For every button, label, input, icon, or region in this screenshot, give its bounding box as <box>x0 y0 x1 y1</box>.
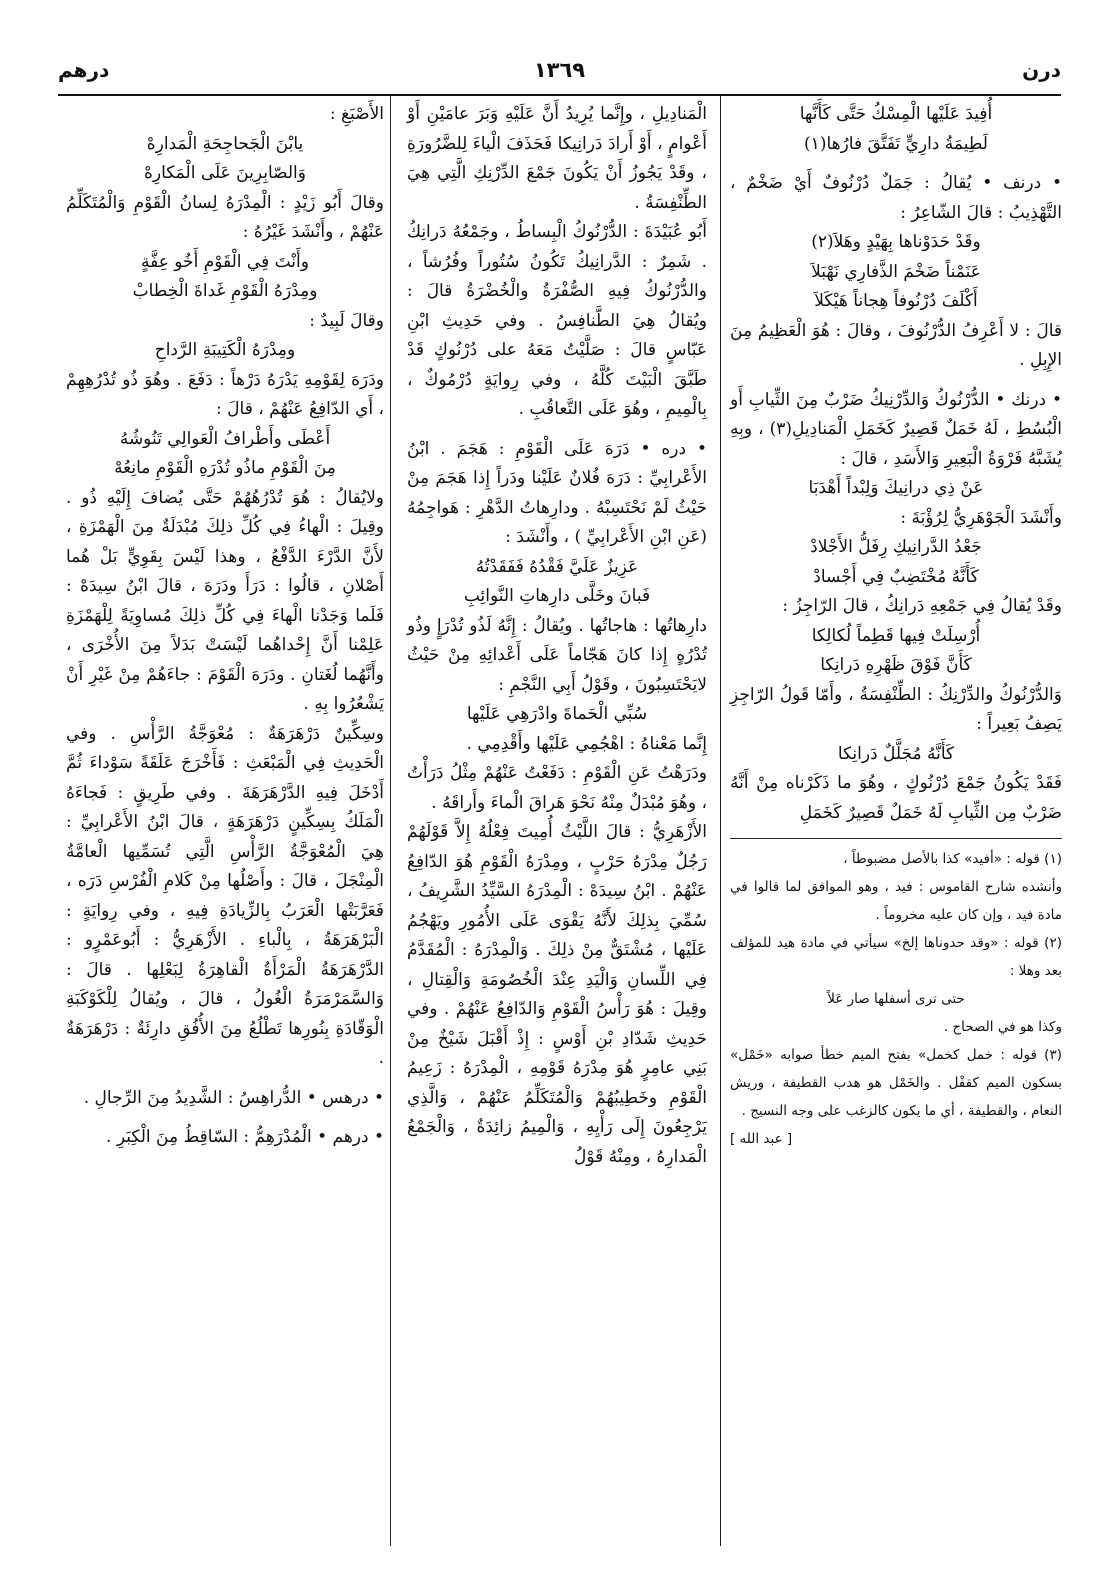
column-divider-left <box>390 96 391 1546</box>
paragraph: وسِكِّينٌ دَرْهَرَهَةٌ : مُعْوَجَّةُ الرَّأْسِ . وفي الْحَدِيثِ فِي الْمَبْعَثِ : فَأَخْرَجَ عَلَقَةً سَوْداءَ ثُمَّ أَدْخَلَ فِيهِ الدَّرْهَرَهَةَ . وفي طَرِيقٍ : فَجاءَهُ الْمَلَكُ بِسِكِّينٍ دَرْهَرَهَةٍ ، قالَ ابْنُ الأَعْرابِيِّ : هِيَ الْمُعْوَجَّةُ الرَّأْسِ الَّتِي تُسَمِّيها الْعامَّةُ الْمِنْجَلَ ، قالَ : وأَصْلُها مِنْ كَلامِ الْفُرْسِ دَرَه ، فَعَرَّبَتْها الْعَرَبُ بِالزِّيادَةِ فِيهِ ، وفي رِوايَةٍ : الْبَرْهَرَهَةُ ، بِالْباءِ . الأَزْهَرِيُّ : أَبُوعَمْرٍو : الدَّرْهَرَهَةُ الْمَرْأَةُ الْقاهِرَةُ لِبَعْلِها . قالَ : وَالسَّمَرْمَرَةُ الْغُولُ ، قالَ ، ويُقالُ لِلْكَوْكَبَةِ الْوَقّادَةِ بِنُورِها تَطْلُعُ مِنَ الأُفُقِ دارِئَةٌ : دَرْهَرَهَةٌ . <box>66 723 384 1068</box>
footnote-2-cont: وكذا هو في الصحاح . <box>943 1019 1062 1035</box>
paragraph: ودَرَهْتُ عَنِ الْقَوْمِ : دَفَعْتُ عَنْهُمْ مِثْلُ دَرَأْتُ ، وهُوَ مُبْدَلٌ مِنْهُ نَحْوَ هَراقَ الْماءَ وأَراقَهُ . <box>407 763 707 813</box>
verse-line: عَنَمْناً ضَخْمَ الذَّفارِي نَهْبَلاَ <box>811 261 981 282</box>
paragraph: وأَنْشَدَ الْجَوْهَرِيُّ لِرُؤْبَةَ : <box>900 507 1062 528</box>
entry-darham: • درهم • الْمُدْرَهِمُّ : السّاقِطُ مِنَ الْكِبَرِ . <box>106 1127 384 1147</box>
verse-line: كَأَنَّ فَوْقَ ظَهْرِهِ دَرانِكا <box>820 655 972 675</box>
verse-line: لَطِيمَةُ دارِيٍّ تَفَتَّقَ فارُها(١) <box>804 133 988 154</box>
footnote-rule <box>730 838 1062 839</box>
verse-line: أُرْسِلَتْ فِيها قَطِماً لُكالِكا <box>811 625 981 646</box>
paragraph: ودَرَهَ لِقَوْمِهِ يَدْرَهُ دَرْهاً : دَفَعَ . وهُوَ ذُو تُدْرُهِهِمْ ، أَي الدّافِعُ عَنْهُمْ ، قالَ : <box>66 369 384 419</box>
footnote-1: (١) قوله : «أفيد» كذا بالأصل مضبوطاً ، <box>843 851 1062 867</box>
verse-line: أَعْطَى وأَطْرافُ الْعَوالِي تَنُوشُهُ <box>119 428 331 449</box>
verse-line: يابْنَ الْجَحاجِحَةِ الْمَدارِهْ <box>146 133 304 154</box>
column-divider-right <box>720 96 721 1546</box>
paragraph: أَبُو عُبَيْدَةَ : الدُّرْنُوكُ الْبِساطُ ، وجَمْعُهُ دَرانِكُ . شَمِرٌ : الدَّرانِيكُ تَكُونُ سُتُوراً وفُرُشاً ، والدُّرْنُوكُ فِيهِ الصُّفْرَةُ والْخُضْرَةُ قالَ : ويُقالُ هِيَ الطَّنافِسُ . وفي حَدِيثِ ابْنِ عَبّاسٍ قالَ : صَلَّيْتُ مَعَهُ على دُرْنُوكٍ قَدْ طَبَّقَ الْبَيْتَ كُلَّهُ ، وفي رِوايَةٍ دُرْمُوكٌ ، بِالْمِيمِ ، وهُوَ عَلَى التَّعاقُبِ . <box>407 222 707 419</box>
right-column <box>730 100 1062 1153</box>
paragraph: الأَزْهَرِيُّ : قالَ اللَّيْثُ أُمِيتَ فِعْلُهُ إِلاَّ قَوْلَهُمْ رَجُلٌ مِدْرَهُ حَرْبٍ ، ومِدْرَهُ الْقَوْمِ هُوَ الدّافِعُ عَنْهُمْ . ابْنُ سِيدَهْ : الْمِدْرَهُ السَّيِّدُ الشَّرِيفُ ، سُمِّيَ بِذلِكَ لأَنَّهُ يَقْوَى عَلَى الأُمُورِ ويَهْجُمُ عَلَيْها ، مُشْتَقٌّ مِنْ ذلِكَ . وَالْمِدْرَهُ : الْمُقَدَّمُ فِي اللِّسانِ وَالْيَدِ عِنْدَ الْخُصُومَةِ وَالْقِتالِ ، وقِيلَ : هُوَ رَأْسُ الْقَوْمِ وَالدّافِعُ عَنْهُمْ . وفي حَدِيثِ شَدّادِ بْنِ أَوْسٍ : إِذْ أَقْبَلَ شَيْخٌ مِنْ بَنِي عامِرٍ هُوَ مِدْرَهُ قَوْمِهِ ، الْمِدْرَهُ : زَعِيمُ الْقَوْمِ وخَطِيبُهُمْ وَالْمُتَكَلِّمُ عَنْهُمْ ، وَالَّذِي يَرْجِعُونَ إِلَى رَأْيِهِ ، وَالْمِيمُ زائِدَةٌ ، وَالْجَمْعُ الْمَدارِهُ ، ومِنْهُ قَوْلُ <box>407 822 707 1167</box>
verse-line: ومِدْرَهُ الْكَتِيبَةِ الرَّداحِ <box>154 340 296 360</box>
verse-line: عَزِيزٌ عَلَيَّ فَقْدُهُ فَفَقَدْتُهُ <box>475 556 639 577</box>
paragraph: الْمَنادِيلِ ، وإِنَّما يُرِيدُ أَنَّ عَلَيْهِ وَبَرَ عامَيْنِ أَوْ أَعْوامٍ ، أَوْ أَرادَ دَرانِيكا فَحَذَفَ الْياءَ لِلضَّرُورَةِ ، وقَدْ يَجُوزُ أَنْ يَكُونَ جَمْعَ الدِّرْنِكِ الَّتِي هِيَ الطِّنْفِسَةُ . <box>407 104 707 213</box>
verse-line: وقَدْ حَدَوْناها بِهَيْدٍ وهَلاَ(٢) <box>811 232 981 252</box>
verse-line: وأَنْتَ فِي الْقَوْمِ أَخُو عِفَّةٍ <box>141 251 309 272</box>
verse-line: مِنَ الْقَوْمِ ماذُو تُدْرَهِ الْقَوْمِ مانِعُهْ <box>114 458 336 478</box>
paragraph: وقالَ أَبُو زَيْدٍ : الْمِدْرَهُ لِسانُ الْقَوْمِ وَالْمُتَكَلِّمُ عَنْهُمْ ، وأَنْشَدَ غَيْرُهُ : <box>66 192 384 242</box>
verse-line: عَنْ ذِي درانِيكَ وَلِبْداً أَهْدَبَا <box>808 478 984 498</box>
verse-line: فَبانَ وخَلَّى دارِهاتِ النَّوائِبِ <box>463 586 651 606</box>
left-column <box>66 100 384 1153</box>
verse-line: وَالصّابِرِينَ عَلَى الْمَكارِهْ <box>144 163 306 183</box>
footnote-3: (٣) قوله : خمل كخمل» بفتح الميم خطأ صوابه «خَمْل» بسكون الميم كقفْل . والخَمْل هو هدب القطيفة ، وريش النعام ، والقطيفة ، أي ما يكون كالزغب على وجه النسيج . <box>730 1047 1062 1119</box>
paragraph: الأَصْبَغِ : <box>329 104 384 124</box>
verse-line: كَأَنَّهُ مُخْتَضِبٌ فِي أَجْسادْ <box>813 566 979 587</box>
footnote-2: (٢) قوله : «وقد حدوناها إلخ» سيأتي في مادة هيد للمؤلف بعد وهلا : <box>730 935 1062 979</box>
footnote-2-verse: حتى ترى أسفلها صار عَلاً <box>827 991 965 1007</box>
paragraph: دارِهاتُها : هاجاتُها . ويُقالُ : إِنَّهُ لَذُو تُدْرَإٍ وذُو تُدْرُهٍ إِذا كانَ هَجّاماً عَلَى أَعْدائِهِ مِنْ حَيْثُ لايَحْتَسِبُونَ ، وقَوْلُ أَبِي النَّجْمِ : <box>407 615 707 695</box>
header-right-word: درن <box>1022 58 1061 82</box>
verse-line: أُفِيدَ عَلَيْها الْمِسْكُ حَتَّى كَأَنَّها <box>799 104 993 124</box>
footnote-signature: [ عبد الله ] <box>730 1131 793 1147</box>
paragraph: وَالدُّرْنُوكُ والدِّرْنِكُ : الطِّنْفِسَةُ ، وأَمّا قَولُ الرّاجِزِ يَصِفُ بَعِيراً : <box>730 684 1062 734</box>
page-number: ١٣٦٩ <box>533 58 586 82</box>
verse-line: سُبِّي الْحَماةَ وادْرَهِي عَلَيْها <box>466 704 648 724</box>
footnote-1-cont: وأنشده شارح القاموس : فيد ، وهو الموافق لما قالوا في مادة فيد ، وإن كان عليه مخروماً . <box>730 879 1062 923</box>
entry-darhas: • درهس • الدُّراهِسُ : الشَّدِيدُ مِنَ الرِّجالِ . <box>83 1087 384 1108</box>
verse-line: أَكْلَفَ دُرْنُوفاً هِجاناً هَيْكَلاَ <box>814 291 978 311</box>
paragraph: وقَدْ يُقالُ فِي جَمْعِهِ دَرانِكُ ، قالَ الرّاجِزُ : <box>782 596 1062 616</box>
paragraph: وقالَ لَبِيدٌ : <box>309 310 384 331</box>
page-header <box>58 56 1061 90</box>
entry-durnuk: • درنك • الدُّرْنُوكُ وَالدِّرْنِيكُ ضَرْبٌ مِنَ الثِّيابِ أَو الْبُسُطِ ، لَهُ خَمَلٌ قَصِيرٌ كَخَمَلِ الْمَنادِيلِ(٣) ، وبِهِ يُشَبَّهُ فَرْوَةُ الْبَعِيرِ وَالأَسَدِ ، قالَ : <box>730 389 1062 469</box>
middle-column <box>407 100 707 1172</box>
entry-durnuf: • درنف • يُقالُ : جَمَلٌ دُرْنُوفٌ أَيْ ضَخْمٌ ، التَّهْذِيبُ : قالَ الشّاعِرُ : <box>730 173 1062 223</box>
header-rule <box>58 94 1061 96</box>
paragraph: فَقَدْ يَكُونُ جَمْعَ دُرْنُوكٍ ، وهُوَ ما ذَكَرْناه مِنْ أَنَّهُ ضَرْبٌ مِن الثِّيابِ لَهُ خَمَلٌ قَصِيرٌ كَخَمَلِ <box>730 773 1062 823</box>
paragraph: ولايُقالُ : هُوَ تُدْرُهُهُمْ حَتَّى يُضافَ إِلَيْهِ ذُو . وقِيلَ : الْهاءُ فِي كُلِّ ذلِكَ مُبْدَلَةٌ مِنَ الْهَمْزَةِ ، لأَنَّ الدَّرْءَ الدَّفْعُ ، وهذا لَيْسَ بِقَوِيٍّ بَلْ هُما أَصْلانِ ، قالُوا : دَرَأَ ودَرَهَ ، قالَ ابْنُ سِيدَهْ : فَلَما وَجَدْنا الْهاءَ فِي كُلِّ ذلِكَ مُساوِيَةً لِلْهَمْزَةِ عَلِمْنا أَنَّ إِحْداهُما لَيْسَتْ بَدَلاً مِنَ الأُخْرَى ، وأَنَّهُما لُغَتانِ . ودَرَهَ الْقَوْمَ : جاءَهُمْ مِنْ غَيْرِ أَنْ يَشْعُرُوا بِهِ . <box>66 487 384 714</box>
verse-line: جَعْدُ الدَّرانِيكِ رِفَلُّ الأَجْلادْ <box>810 537 982 557</box>
header-left-word: درهم <box>58 58 110 82</box>
paragraph: قالَ : لا أَعْرِفُ الدُّرْنُوفَ ، وقالَ : هُوَ الْعَظِيمُ مِنَ الإِبِلِ . <box>730 320 1062 370</box>
paragraph: إِنَّما مَعْناهُ : اهْجُمِي عَلَيْها وأَقْدِمِي . <box>466 733 707 754</box>
entry-dareh: • دره • دَرَهَ عَلَى الْقَوْمِ : هَجَمَ . ابْنُ الأَعْرابِيِّ : دَرَهَ فُلانٌ عَلَيْنا ودَراً إِذا هَجَمَ مِنْ حَيْثُ لَمْ نَحْتَسِبْهُ . ودارِهاتُ الدَّهْرِ : هَواجِمُهُ (عَنِ ابْنِ الأَعْرابِيِّ ) ، وأَنْشَدَ : <box>407 438 707 547</box>
verse-line: ومِدْرَهُ الْقَوْمِ غَداةَ الْخِطابْ <box>132 281 318 301</box>
verse-line: كَأَنَّهُ مُجَلَّلٌ دَرانِكا <box>837 743 955 764</box>
